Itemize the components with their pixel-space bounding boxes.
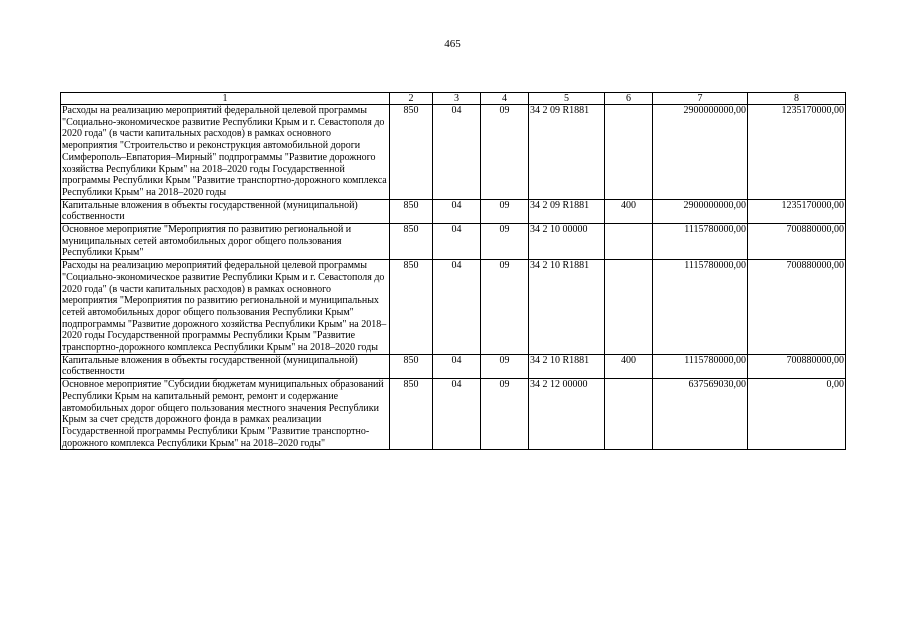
row-admin-code: 850 <box>390 224 433 260</box>
row-subsection: 09 <box>481 379 529 450</box>
page-number: 465 <box>444 38 461 50</box>
row-amount-1: 1115780000,00 <box>653 224 748 260</box>
row-target-article: 34 2 12 00000 <box>529 379 605 450</box>
row-amount-1: 1115780000,00 <box>653 260 748 355</box>
row-amount-2: 1235170000,00 <box>748 105 846 200</box>
row-section: 04 <box>433 224 481 260</box>
row-amount-1: 2900000000,00 <box>653 199 748 223</box>
row-name: Капитальные вложения в объекты государственной (муниципальной) собственности <box>61 354 390 378</box>
row-amount-1: 2900000000,00 <box>653 105 748 200</box>
row-name: Расходы на реализацию мероприятий федеральной целевой программы "Социально-экономическое развитие Республики Крым и г. Севастополя до 2020 года" (в части капитальных расходов) в рамках основного мероприятия "Строительство и реконструкция автомобильной дороги Симферополь–Евпатория–Мирный" подпрограммы "Развитие дорожного хозяйства Республики Крым" на 2018–2020 годы Государственной программы Республики Крым "Развитие транспортно-дорожного комплекса Республики Крым" на 2018–2020 годы <box>61 105 390 200</box>
table-row <box>61 105 846 200</box>
row-name: Основное мероприятие "Субсидии бюджетам муниципальных образований Республики Крым на капитальный ремонт, ремонт и содержание автомобильных дорог общего пользования местного значения Республики Крым за счет средств дорожного фонда в рамках реализации Государственной программы Республики Крым "Развитие транспортно-дорожного комплекса Республики Крым" на 2018–2020 годы" <box>61 379 390 450</box>
row-subsection: 09 <box>481 224 529 260</box>
row-admin-code: 850 <box>390 354 433 378</box>
budget-table <box>60 92 846 450</box>
row-amount-1: 637569030,00 <box>653 379 748 450</box>
row-name: Капитальные вложения в объекты государственной (муниципальной) собственности <box>61 199 390 223</box>
row-amount-2: 700880000,00 <box>748 224 846 260</box>
row-name: Расходы на реализацию мероприятий федеральной целевой программы "Социально-экономическое развитие Республики Крым и г. Севастополя до 2020 года" (в части капитальных расходов) в рамках основного мероприятия "Мероприятия по развитию региональной и муниципальных сетей автомобильных дорог общего пользования Республики Крым" подпрограммы "Развитие дорожного хозяйства Республики Крым" на 2018–2020 годы Государственной программы Республики Крым "Развитие транспортно-дорожного комплекса Республики Крым" на 2018–2020 годы <box>61 260 390 355</box>
header-row <box>61 93 846 105</box>
row-admin-code: 850 <box>390 260 433 355</box>
header-col-8: 8 <box>748 93 846 105</box>
row-name: Основное мероприятие "Мероприятия по развитию региональной и муниципальных сетей автомобильных дорог общего пользования Республики Крым" <box>61 224 390 260</box>
row-target-article: 34 2 10 R1881 <box>529 354 605 378</box>
table-row <box>61 199 846 223</box>
row-amount-2: 1235170000,00 <box>748 199 846 223</box>
row-expense-type <box>605 379 653 450</box>
row-expense-type: 400 <box>605 354 653 378</box>
table-row <box>61 260 846 355</box>
header-col-6: 6 <box>605 93 653 105</box>
header-col-1: 1 <box>61 93 390 105</box>
row-admin-code: 850 <box>390 105 433 200</box>
row-amount-2: 700880000,00 <box>748 260 846 355</box>
row-subsection: 09 <box>481 105 529 200</box>
header-col-3: 3 <box>433 93 481 105</box>
row-section: 04 <box>433 105 481 200</box>
row-amount-2: 700880000,00 <box>748 354 846 378</box>
row-expense-type <box>605 260 653 355</box>
row-admin-code: 850 <box>390 379 433 450</box>
row-target-article: 34 2 10 R1881 <box>529 260 605 355</box>
row-section: 04 <box>433 354 481 378</box>
table-row <box>61 224 846 260</box>
table-row <box>61 354 846 378</box>
row-expense-type: 400 <box>605 199 653 223</box>
row-admin-code: 850 <box>390 199 433 223</box>
row-expense-type <box>605 224 653 260</box>
header-col-2: 2 <box>390 93 433 105</box>
row-subsection: 09 <box>481 354 529 378</box>
row-target-article: 34 2 09 R1881 <box>529 199 605 223</box>
row-subsection: 09 <box>481 199 529 223</box>
row-section: 04 <box>433 260 481 355</box>
header-col-5: 5 <box>529 93 605 105</box>
row-subsection: 09 <box>481 260 529 355</box>
table-row <box>61 379 846 450</box>
row-amount-2: 0,00 <box>748 379 846 450</box>
row-amount-1: 1115780000,00 <box>653 354 748 378</box>
row-target-article: 34 2 10 00000 <box>529 224 605 260</box>
row-section: 04 <box>433 199 481 223</box>
header-col-4: 4 <box>481 93 529 105</box>
row-expense-type <box>605 105 653 200</box>
row-section: 04 <box>433 379 481 450</box>
row-target-article: 34 2 09 R1881 <box>529 105 605 200</box>
header-col-7: 7 <box>653 93 748 105</box>
